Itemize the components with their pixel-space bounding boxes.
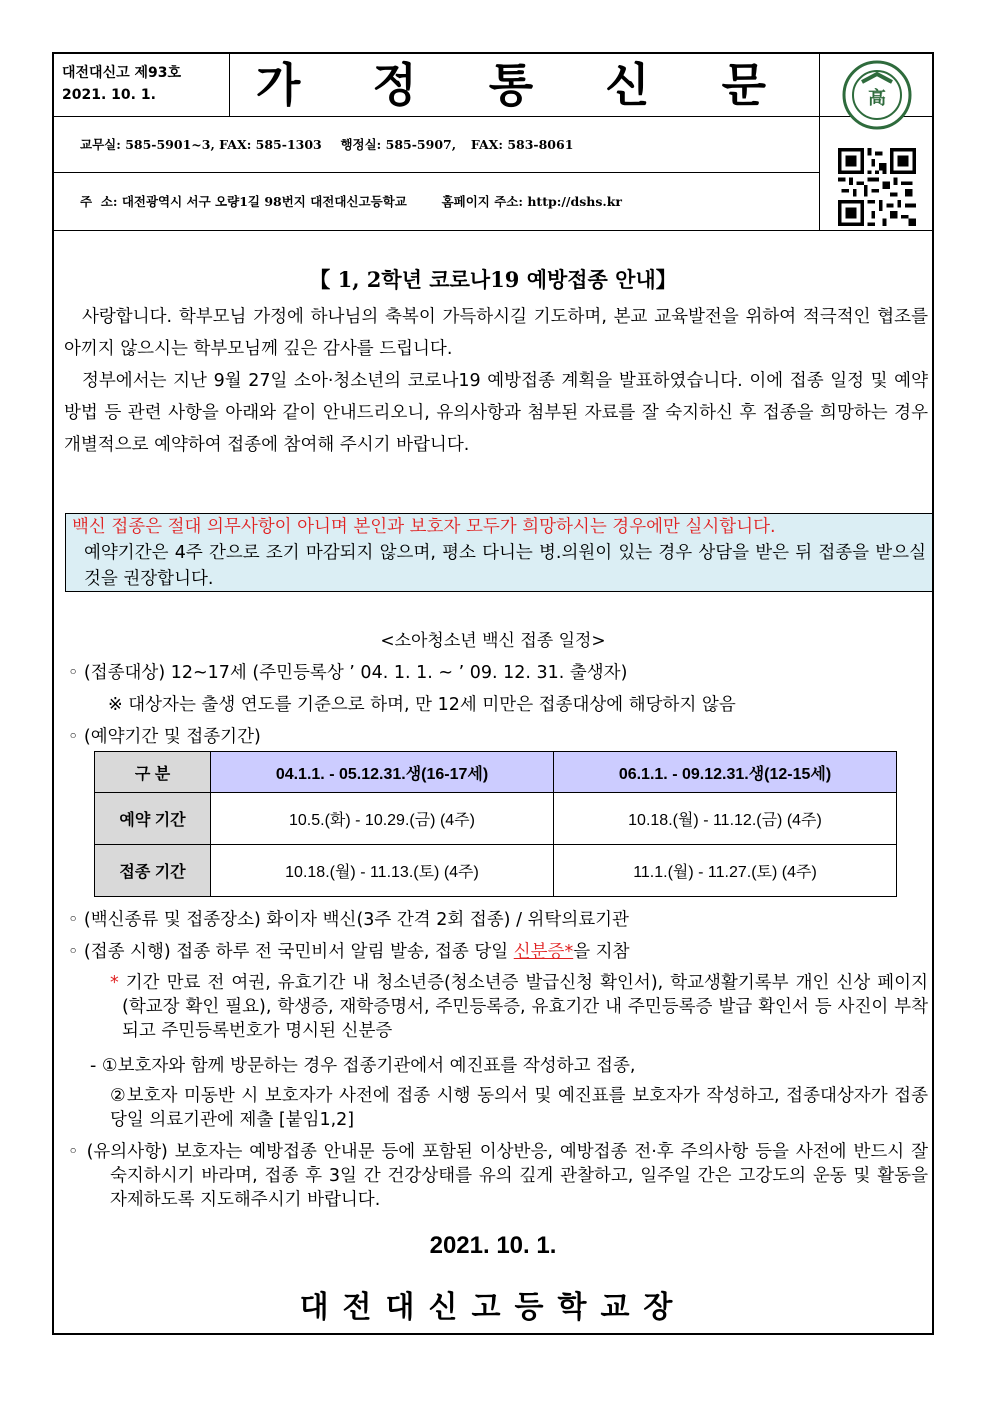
table-corner: 구 분 — [95, 752, 211, 793]
page-title: 가 정 통 신 문 — [255, 58, 795, 112]
admin-phone: 585-5907, — [385, 137, 457, 152]
office-phone: 585-5901~3, — [125, 137, 215, 152]
caution-line: ◦ (유의사항) 보호자는 예방접종 안내문 등에 포함된 이상반응, 예방접종 전·후 주의사항 등을 사전에 반드시 잘 숙지하시기 바라며, 접종 후 3일 간 건강상태를 유의 깊게 관찰하고, 일주일 간은 고강도의 운동 및 활동을 자제하도록 지도해주시기 바랍니다. — [68, 1142, 928, 1210]
table-col2-header: 06.1.1. - 09.12.31.생(12-15세) — [554, 752, 897, 793]
table-cell: 10.5.(화) - 10.29.(금) (4주) — [211, 793, 554, 845]
notice-box — [65, 513, 933, 592]
execution-line — [68, 938, 629, 963]
row-label: 예약 기간 — [95, 793, 211, 845]
document-frame — [52, 52, 934, 1335]
admin-fax: FAX: 583-8061 — [470, 137, 574, 152]
id-note — [110, 971, 928, 1043]
row-label: 접종 기간 — [95, 845, 211, 897]
notice-red-text: 백신 접종은 절대 의무사항이 아니며 본인과 보호자 모두가 희망하시는 경우에만 실시합니다. — [72, 517, 776, 537]
emblem-letter: 高 — [868, 88, 886, 109]
id-note-text: 기간 만료 전 여권, 유효기간 내 청소년증(청소년증 발급신청 확인서), 학교생활기록부 개인 신상 페이지(학교장 확인 필요), 학생증, 재학증명서, 주민등록증, 유효기간 내 주민등록증 발급 확인서 등 사진이 부착되고 주민등록번호가 명시된 신분증 — [122, 973, 928, 1041]
table-cell: 11.1.(월) - 11.27.(토) (4주) — [554, 845, 897, 897]
footer-date: 2021. 10. 1. — [429, 1232, 557, 1259]
table-col1-header: 04.1.1. - 05.12.31.생(16-17세) — [211, 752, 554, 793]
address-row — [54, 173, 819, 230]
vaccine-line: ◦ (백신종류 및 접종장소) 화이자 백신(3주 간격 2회 접종) / 위탁의료기관 — [68, 910, 629, 930]
target-note: ※ 대상자는 출생 연도를 기준으로 하며, 만 12세 미만은 접종대상에 해당하지 않음 — [108, 695, 736, 715]
greeting-paragraph: 사랑합니다. 학부모님 가정에 하나님의 축복이 가득하시길 기도하며, 본교 교육발전을 위하여 적극적인 협조를 아끼지 않으시는 학부모님께 깊은 감사를 드립니다. — [64, 307, 928, 359]
period-label: ◦ (예약기간 및 접종기간) — [68, 727, 261, 747]
notice-heading: 【 1, 2학년 코로나19 예방접종 안내】 — [309, 267, 677, 292]
contact-row — [54, 116, 819, 173]
logo-cell — [819, 54, 933, 230]
target-line: ◦ (접종대상) 12~17세 (주민등록상 ’ 04. 1. 1. ~ ’ 09. 12. 31. 출생자) — [68, 663, 628, 683]
schedule-table — [94, 751, 897, 897]
office-fax: FAX: 585-1303 — [219, 137, 322, 152]
address-value: 대전광역시 서구 오량1길 98번지 대전대신고등학교 — [121, 194, 407, 209]
issue-date: 2021. 10. 1. — [62, 87, 156, 103]
table-cell: 10.18.(월) - 11.12.(금) (4주) — [554, 793, 897, 845]
case2-line: ②보호자 미동반 시 보호자가 사전에 접종 시행 동의서 및 예진표를 보호자가 작성하고, 접종대상자가 접종 당일 의료기관에 제출 [붙임1,2] — [110, 1086, 928, 1130]
table-cell: 10.18.(월) - 11.13.(토) (4주) — [211, 845, 554, 897]
address-label: 주 소: — [80, 194, 118, 209]
id-note-star: * — [110, 973, 119, 993]
table-header-row — [95, 752, 897, 793]
table-row — [95, 793, 897, 845]
issue-number: 대전대신고 제93호 — [62, 65, 182, 81]
plan-paragraph: 정부에서는 지난 9월 27일 소아·청소년의 코로나19 예방접종 계획을 발표하였습니다. 이에 접종 일정 및 예약 방법 등 관련 사항을 아래와 같이 안내드리오니, 유의사항과 첨부된 자료를 잘 숙지하신 후 접종을 희망하는 경우 개별적으로 예약하여 접종에 참여해 주시기 바랍니다. — [64, 371, 928, 455]
office-label: 교무실: — [80, 137, 121, 152]
principal-signature: 대전대신고등학교장 — [299, 1290, 687, 1325]
issue-info — [54, 54, 230, 116]
header-divider — [54, 230, 932, 231]
qr-code-icon[interactable] — [838, 148, 916, 226]
id-card-highlight: 신분증* — [513, 942, 574, 962]
notice-text: 예약기간은 4주 간으로 조기 마감되지 않으며, 평소 다니는 병.의원이 있는 경우 상담을 받은 뒤 접종을 받으실 것을 권장합니다. — [84, 543, 926, 589]
execution-suffix: 을 지참 — [573, 942, 630, 962]
schedule-title: <소아청소년 백신 접종 일정> — [380, 631, 606, 651]
table-row — [95, 845, 897, 897]
header-row — [54, 54, 932, 117]
homepage-label: 홈페이지 주소: — [441, 194, 523, 209]
admin-label: 행정실: — [340, 137, 382, 152]
execution-text: ◦ (접종 시행) 접종 하루 전 국민비서 알림 발송, 접종 당일 — [68, 942, 514, 962]
school-emblem-icon — [842, 60, 912, 130]
homepage-link[interactable]: http://dshs.kr — [527, 194, 622, 209]
case1-line: - ①보호자와 함께 방문하는 경우 접종기관에서 예진표를 작성하고 접종, — [90, 1056, 636, 1076]
